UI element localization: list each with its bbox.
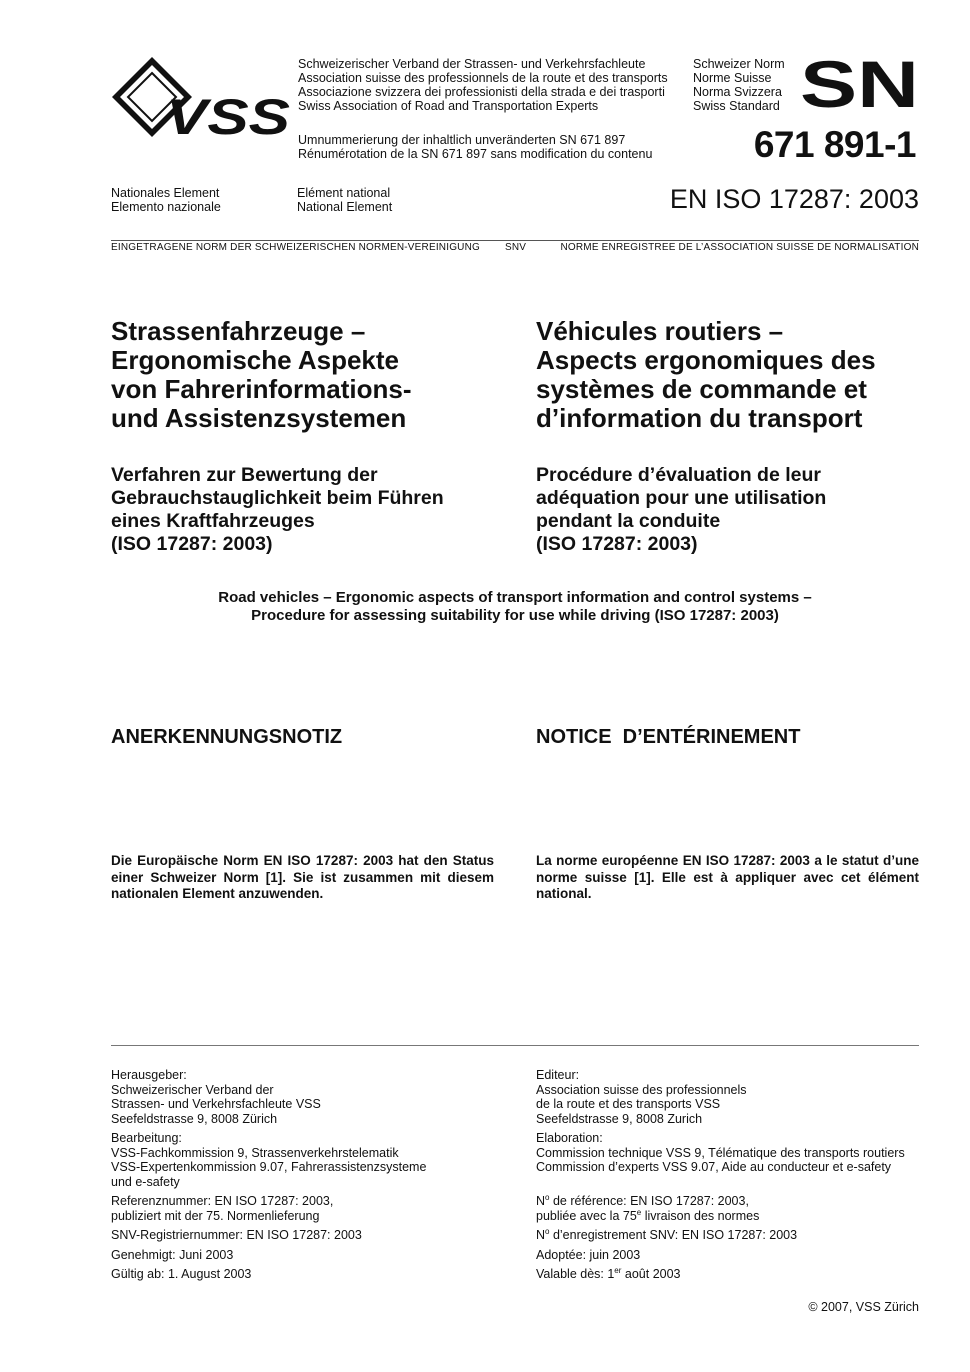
renumbering-de: Umnummerierung der inhaltlich unveränderten SN 671 897 [298,133,626,147]
org-line-fr: Association suisse des professionnels de la route et des transports [298,71,668,85]
national-element-label: National Element [297,200,393,214]
imprint-line: publiziert mit der 75. Normenlieferung [111,1208,320,1223]
registration-fr: NORME ENREGISTREE DE L’ASSOCIATION SUISSE DE NORMALISATION [560,242,919,253]
imprint-line: Referenznummer: EN ISO 17287: 2003, [111,1194,334,1208]
sn-mark-text: SN [800,56,919,110]
renumbering-note [298,133,652,161]
imprint-line: Association suisse des professionnels [536,1082,747,1097]
notice-heading-fr: NOTICE D’ENTÉRINEMENT [536,726,801,748]
subtitle-line: eines Kraftfahrzeuges [111,510,315,532]
title-line: systèmes de commande et [536,374,867,404]
subtitle-line: (ISO 17287: 2003) [536,533,698,555]
title-line: Strassenfahrzeuge – [111,316,366,346]
title-line: Aspects ergonomiques des [536,345,876,375]
title-line: und Assistenzsystemen [111,403,407,433]
imprint-line: Valable dès: 1er août 2003 [536,1265,681,1281]
imprint-line: Strassen- und Verkehrsfachleute VSS [111,1097,321,1111]
imprint-line: $N^o$ d’enregistrement SNV: EN ISO 17287: 2003 [536,1226,798,1242]
org-line-it: Associazione svizzera dei professionisti della strada e dei trasporti [298,85,665,99]
imprint-line: Schweizerischer Verband der [111,1082,274,1097]
imprint-line: Seefeldstrasse 9, 8008 Zurich [536,1111,703,1126]
renumbering-fr: Rénumérotation de la SN 671 897 sans modification du contenu [298,147,653,161]
imprint-line: Commission technique VSS 9, Télématique des transports routiers [536,1145,905,1160]
imprint-line: VSS-Expertenkommission 9.07, Fahrerassistenzsysteme [111,1160,427,1174]
national-element-label: Nationales Element [111,186,220,200]
imprint-line: de la route et des transports VSS [536,1097,721,1111]
subtitle-line: Gebrauchstauglichkeit beim Führen [111,487,444,509]
imprint-de [111,1068,426,1282]
notice-text-de: Die Europäische Norm EN ISO 17287: 2003 hat den Status einer Schweizer Norm [1]. Sie ist zusammen mit diesem nationalen Element anzuwenden. [111,853,494,901]
national-element-label: Elément national [297,186,391,200]
title-line: von Fahrerinformations- [111,374,412,404]
org-line-en: Swiss Association of Road and Transportation Experts [298,99,599,113]
imprint-line: Genehmigt: Juni 2003 [111,1247,234,1262]
title-line: Ergonomische Aspekte [111,345,400,375]
norm-label-de: Schweizer Norm [693,57,785,71]
sn-mark [800,56,919,110]
imprint-line: $N^o$ de référence: EN ISO 17287: 2003, [536,1192,749,1208]
iso-reference: EN ISO 17287: 2003 [669,184,919,214]
imprint-line: publiée avec la 75e livraison des normes [536,1207,760,1223]
norm-label-it: Norma Svizzera [693,85,782,99]
imprint-label: Herausgeber: [111,1068,187,1082]
national-element-fr [297,186,392,214]
title-line: Véhicules routiers – [536,316,784,346]
subtitle-fr [536,464,826,556]
national-element-label: Elemento nazionale [111,200,221,214]
title-de [111,317,411,433]
imprint-line: Adoptée: juin 2003 [536,1247,641,1262]
norm-label-fr: Norme Suisse [693,71,772,85]
title-line: d’information du transport [536,403,863,433]
norm-label-en: Swiss Standard [693,99,780,113]
imprint-line: VSS-Fachkommission 9, Strassenverkehrstelematik [111,1145,399,1160]
org-line-de: Schweizerischer Verband der Strassen- und Verkehrsfachleute [298,57,646,71]
imprint-label: Bearbeitung: [111,1131,182,1145]
imprint-line: SNV-Registriernummer: EN ISO 17287: 2003 [111,1228,362,1242]
notice-heading-de: ANERKENNUNGSNOTIZ [111,726,343,748]
imprint-line: Commission d’experts VSS 9.07, Aide au conducteur et e-safety [536,1160,892,1174]
title-en [111,589,919,625]
subtitle-de [111,464,444,556]
copyright: © 2007, VSS Zürich [808,1300,919,1314]
imprint-line: und e-safety [111,1174,180,1189]
subtitle-line: (ISO 17287: 2003) [111,533,273,555]
imprint-line: Seefeldstrasse 9, 8008 Zürich [111,1111,278,1126]
subtitle-line: adéquation pour une utilisation [536,487,827,509]
registration-de: EINGETRAGENE NORM DER SCHWEIZERISCHEN NORMEN-VEREINIGUNG [111,242,481,253]
subtitle-line: Verfahren zur Bewertung der [111,464,378,486]
title-en-line: Road vehicles – Ergonomic aspects of transport information and control systems – [218,589,812,606]
notice-text-fr: La norme européenne EN ISO 17287: 2003 a le statut d’une norme suisse [1]. Elle est à appliquer avec cet élément national. [536,853,919,901]
imprint-fr [536,1068,905,1282]
imprint-label: Elaboration: [536,1131,603,1145]
vss-logo [108,55,293,140]
footer-divider [111,1045,919,1046]
divider [111,240,919,241]
association-names [298,57,668,113]
imprint-label: Editeur: [536,1068,580,1082]
imprint-line: Gültig ab: 1. August 2003 [111,1267,252,1281]
national-element-de [111,186,221,214]
subtitle-line: Procédure d’évaluation de leur [536,464,821,486]
title-fr [536,317,876,433]
subtitle-line: pendant la conduite [536,510,721,532]
registration-snv: SNV [505,242,527,253]
logo-text: VSS [166,89,290,140]
title-en-line: Procedure for assessing suitability for use while driving (ISO 17287: 2003) [251,607,779,624]
norm-type-labels [693,57,785,113]
standard-number: 671 891-1 [753,124,916,165]
